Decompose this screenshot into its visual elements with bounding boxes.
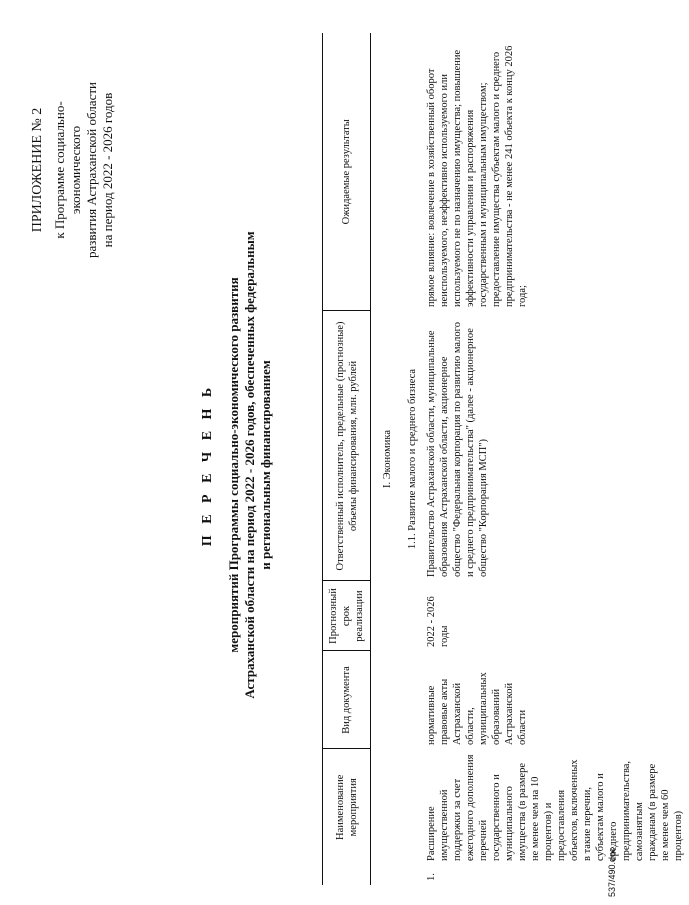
- appendix-block: [30, 70, 116, 270]
- header-doc-type: Вид документа: [323, 651, 371, 749]
- document-title: [200, 115, 274, 815]
- header-executor: Ответственный исполнитель, предельные (прогнозные) объемы финансирования, млн. рублей: [323, 311, 371, 581]
- title-heading: П Е Р Е Ч Е Н Ь: [200, 383, 215, 547]
- section-label: I. Экономика: [382, 429, 393, 489]
- row-term: 2022 - 2026 годы: [426, 596, 450, 647]
- row-executor: Правительство Астраханской области, муниципальные образования Астраханской области, акционерное общество "Федеральная корпорация по развитию малого и среднего предпринимательства" (далее - акционерное общество "Корпорация МСП"): [426, 322, 489, 577]
- appendix-line-1: к Программе социально-экономического: [52, 101, 83, 239]
- header-results: Ожидаемые результаты: [323, 33, 371, 311]
- file-reference: 537/490.doc: [607, 847, 617, 897]
- title-line-1: мероприятий Программы социально-экономического развития: [226, 277, 241, 653]
- table-row: [421, 33, 689, 885]
- appendix-line-2: развития Астраханской области: [84, 82, 99, 258]
- subsection-row: [396, 33, 421, 885]
- row-name: Расширение имущественной поддержки за счет ежегодного дополнения перечней государственного и муниципального имущества (в размере не менее чем на 10 процентов) и предоставления объектов, включенных в такие перечни, субъектам малого и среднего предпринимательства, самозанятым гражданам (в размере не менее чем 60 процентов): [426, 754, 684, 861]
- appendix-number: ПРИЛОЖЕНИЕ № 2: [30, 107, 45, 233]
- row-doc-type: нормативные правовые акты Астраханской области, муниципальных образований Астраханской области: [426, 672, 528, 745]
- appendix-line-3: на период 2022 - 2026 годов: [100, 92, 115, 248]
- header-term: Прогнозный срок реализации: [323, 581, 371, 651]
- measures-table: [322, 33, 689, 885]
- header-number: [323, 865, 371, 885]
- title-line-3: и региональным финансированием: [258, 360, 273, 570]
- subsection-label: 1.1. Развитие малого и среднего бизнеса: [407, 368, 418, 550]
- header-name: Наименование мероприятия: [323, 749, 371, 865]
- row-number: 1.: [426, 873, 437, 881]
- table-header-row: [323, 33, 371, 885]
- section-row: [371, 33, 397, 885]
- row-results: прямое влияние: вовлечение в хозяйственный оборот неиспользуемого, неэффективно используемого или используемого не по назначению имущества; повышение эффективности управления и распоряжения государственным и муниципальным имуществом; предоставление имущества субъектам малого и среднего предпринимательства - не менее 241 объекта к концу 2026 года;: [426, 45, 528, 307]
- title-line-2: Астраханской области на период 2022 - 2026 годов, обеспеченных федеральным: [242, 231, 257, 699]
